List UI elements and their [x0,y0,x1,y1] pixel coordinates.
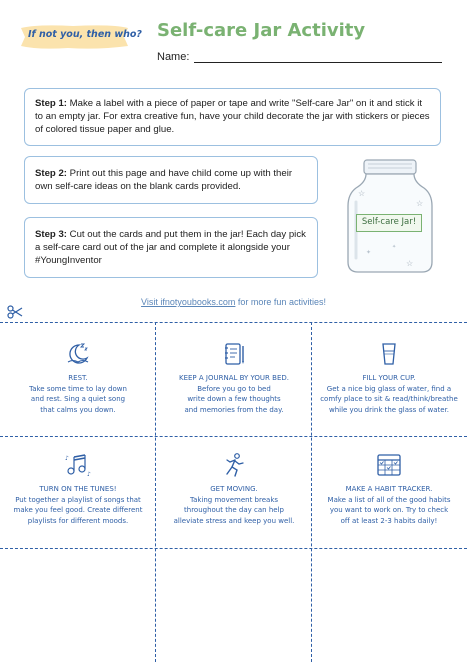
name-field-line[interactable] [194,62,442,63]
card-description: Make a list of all of the good habits you want to work on. Try to check off at least 2-3 habits daily! [327,495,451,525]
card-title: REST. [68,374,88,382]
website-link[interactable]: Visit ifnotyoubooks.com [141,297,236,307]
visit-line [0,297,467,307]
step-2-text: Print out this page and have child come up with their own self-care ideas on the blank cards provided. [35,168,293,192]
card-description: Put together a playlist of songs that make you feel good. Create different playlists for different moods. [13,495,143,525]
visit-text: for more fun activities! [235,297,326,307]
habit-calendar-icon [375,452,403,478]
jar-label: Self-care Jar! [356,214,422,232]
blank-card-3[interactable] [313,550,467,660]
card-habit-tracker [311,452,467,526]
svg-text:☆: ☆ [406,259,414,268]
scissors-icon [7,305,23,319]
moon-sleep-icon [65,341,91,367]
cut-line-bottom [0,548,467,549]
card-title: TURN ON THE TUNES! [39,485,117,493]
step-1-text: Make a label with a piece of paper or tape and write "Self-care Jar" on it and stick it to an empty jar. For extra creative fun, have your child decorate the jar with stickers or pieces of colored tissue paper and glue. [35,98,430,135]
svg-text:♪: ♪ [87,471,91,478]
card-title: MAKE A HABIT TRACKER. [345,485,433,493]
svg-text:✦: ✦ [392,244,397,250]
logo-text: If not you, then who? [28,29,142,40]
step-3-text: Cut out the cards and put them in the jar! Each day pick a self-care card out of the jar and complete it alongside your #YoungInventor [35,229,306,266]
card-description: Get a nice big glass of water, find a comfy place to sit & read/think/breathe while you drink the glass of water. [320,384,458,414]
name-label: Name: [157,51,190,63]
card-title: FILL YOUR CUP. [362,374,416,382]
card-fill-cup [311,341,467,415]
card-rest [0,341,156,415]
cut-line-top [0,322,467,323]
blank-card-1[interactable] [0,550,154,660]
card-description: Before you go to bed write down a few thoughts and memories from the day. [184,384,284,414]
running-person-icon [221,452,247,478]
step-2-label: Step 2: [35,168,67,179]
page-title: Self-care Jar Activity [157,20,366,41]
step-3-box [24,217,318,278]
brand-logo [18,22,142,52]
step-1-label: Step 1: [35,98,67,109]
step-3-label: Step 3: [35,229,67,240]
svg-text:☆: ☆ [358,189,366,198]
blank-card-2[interactable] [157,550,310,660]
svg-text:✦: ✦ [366,250,372,256]
card-description: Take some time to lay down and rest. Sing a quiet song that calms you down. [29,384,127,414]
card-journal [156,341,312,415]
water-glass-icon [376,341,402,367]
card-description: Taking movement breaks throughout the day can help alleviate stress and keep you well. [173,495,295,525]
step-2-box [24,156,318,204]
card-title: GET MOVING. [210,485,258,493]
card-title: KEEP A JOURNAL BY YOUR BED. [179,374,289,382]
jar-illustration [344,158,436,276]
svg-text:☆: ☆ [416,199,424,208]
card-moving [156,452,312,526]
journal-icon [221,341,247,367]
music-notes-icon [64,452,92,478]
svg-text:♪: ♪ [65,455,69,462]
cut-line-middle [0,436,467,437]
card-tunes [0,452,156,526]
step-1-box [24,88,441,146]
